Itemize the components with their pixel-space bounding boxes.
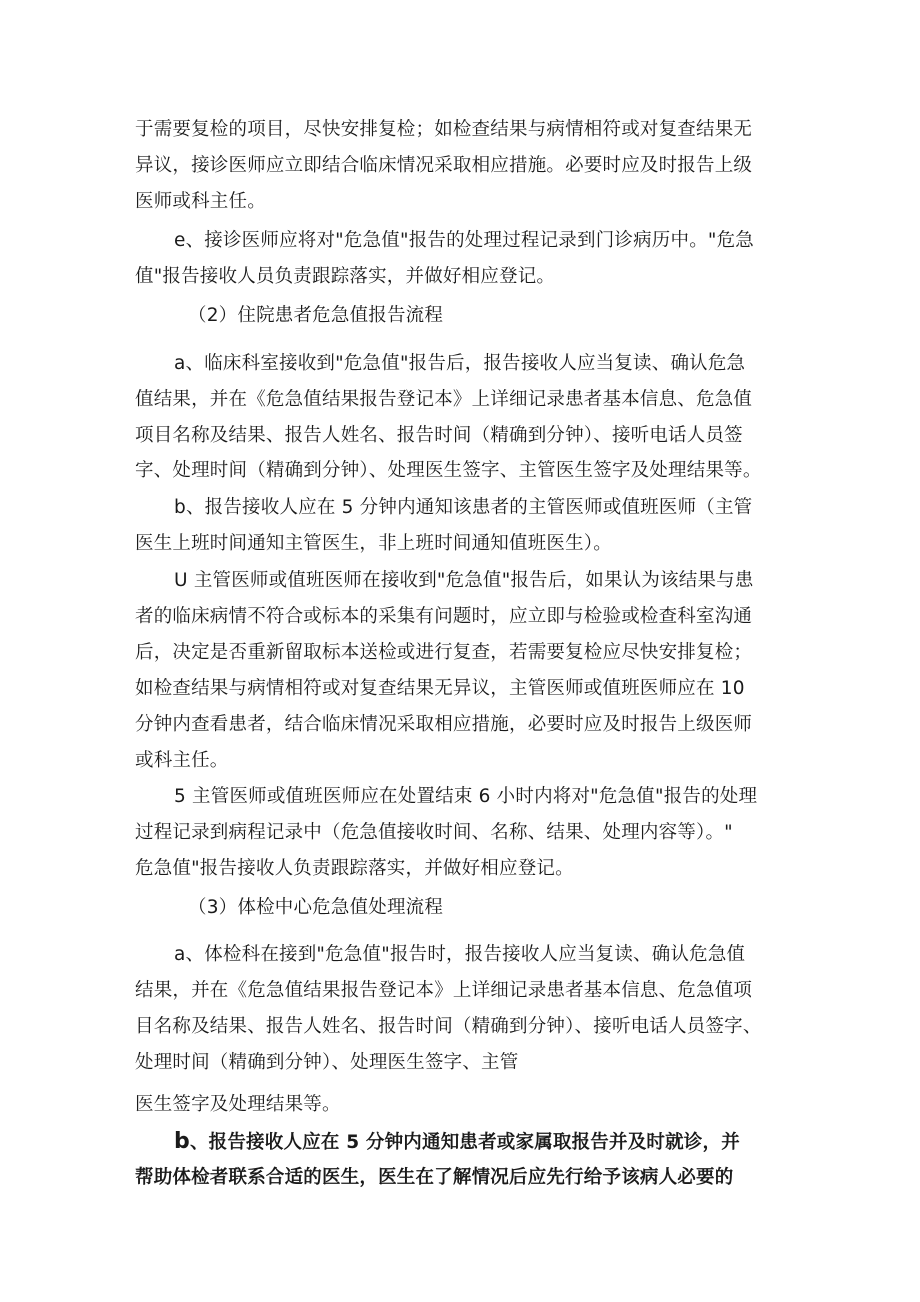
text-line: 5 主管医师或值班医师应在处置结束 6 小时内将对"危急值"报告的处理: [174, 786, 758, 807]
text-line: 分钟内查看患者，结合临床情况采取相应措施，必要时应及时报告上级医师: [135, 714, 753, 735]
text-line: 项目名称及结果、报告人姓名、报告时间（精确到分钟）、接听电话人员签: [135, 425, 743, 446]
text-line: 医师或科主任。: [135, 191, 266, 212]
text-line: 或科主任。: [135, 750, 229, 771]
text-line: 值"报告接收人员负责跟踪落实，并做好相应登记。: [135, 266, 556, 287]
bold-text-line: 帮助体检者联系合适的医生，医生在了解情况后应先行给予该病人必要的: [135, 1167, 734, 1188]
text-line: 于需要复检的项目，尽快安排复检；如检查结果与病情相符或对复查结果无: [135, 119, 753, 140]
text-line: e、接诊医师应将对"危急值"报告的处理过程记录到门诊病历中。"危急: [174, 230, 755, 251]
text-line: 过程记录到病程记录中（危急值接收时间、名称、结果、处理内容等）。": [135, 822, 733, 843]
text-line: 如检查结果与病情相符或对复查结果无异议，主管医师或值班医师应在 10: [135, 678, 745, 699]
bold-line-text: 、报告接收人应在 5 分钟内通知患者或家属取报告并及时就诊，并: [189, 1132, 740, 1153]
bold-lead-letter: b: [174, 1129, 190, 1154]
section-heading: （2）住院患者危急值报告流程: [188, 305, 444, 326]
text-line: U 主管医师或值班医师在接收到"危急值"报告后，如果认为该结果与患: [174, 570, 754, 591]
text-line: b、报告接收人应在 5 分钟内通知该患者的主管医师或值班医师（主管: [174, 497, 753, 518]
text-line: 者的临床病情不符合或标本的采集有问题时，应立即与检验或检查科室沟通: [135, 606, 753, 627]
text-line: 后，决定是否重新留取标本送检或进行复查，若需要复检应尽快安排复检；: [135, 642, 753, 663]
text-line: a、临床科室接收到"危急值"报告后，报告接收人应当复读、确认危急: [174, 353, 746, 374]
section-heading: （3）体检中心危急值处理流程: [188, 897, 444, 918]
bold-text-line: [174, 1130, 740, 1155]
text-line: 值结果，并在《危急值结果报告登记本》上详细记录患者基本信息、危急值: [135, 389, 753, 410]
text-line: 医生签字及处理结果等。: [135, 1094, 341, 1115]
text-line: 处理时间（精确到分钟）、处理医生签字、主管: [135, 1052, 519, 1073]
text-line: 异议，接诊医师应立即结合临床情况采取相应措施。必要时应及时报告上级: [135, 155, 753, 176]
text-line: 结果，并在《危急值结果报告登记本》上详细记录患者基本信息、危急值项: [135, 980, 753, 1001]
text-line: 目名称及结果、报告人姓名、报告时间（精确到分钟）、接听电话人员签字、: [135, 1016, 762, 1037]
text-line: 字、处理时间（精确到分钟）、处理医生签字、主管医生签字及处理结果等。: [135, 460, 762, 481]
text-line: 危急值"报告接收人负责跟踪落实，并做好相应登记。: [135, 858, 574, 879]
text-line: 医生上班时间通知主管医生，非上班时间通知值班医生）。: [135, 533, 612, 554]
text-line: a、体检科在接到"危急值"报告时，报告接收人应当复读、确认危急值: [174, 944, 746, 965]
